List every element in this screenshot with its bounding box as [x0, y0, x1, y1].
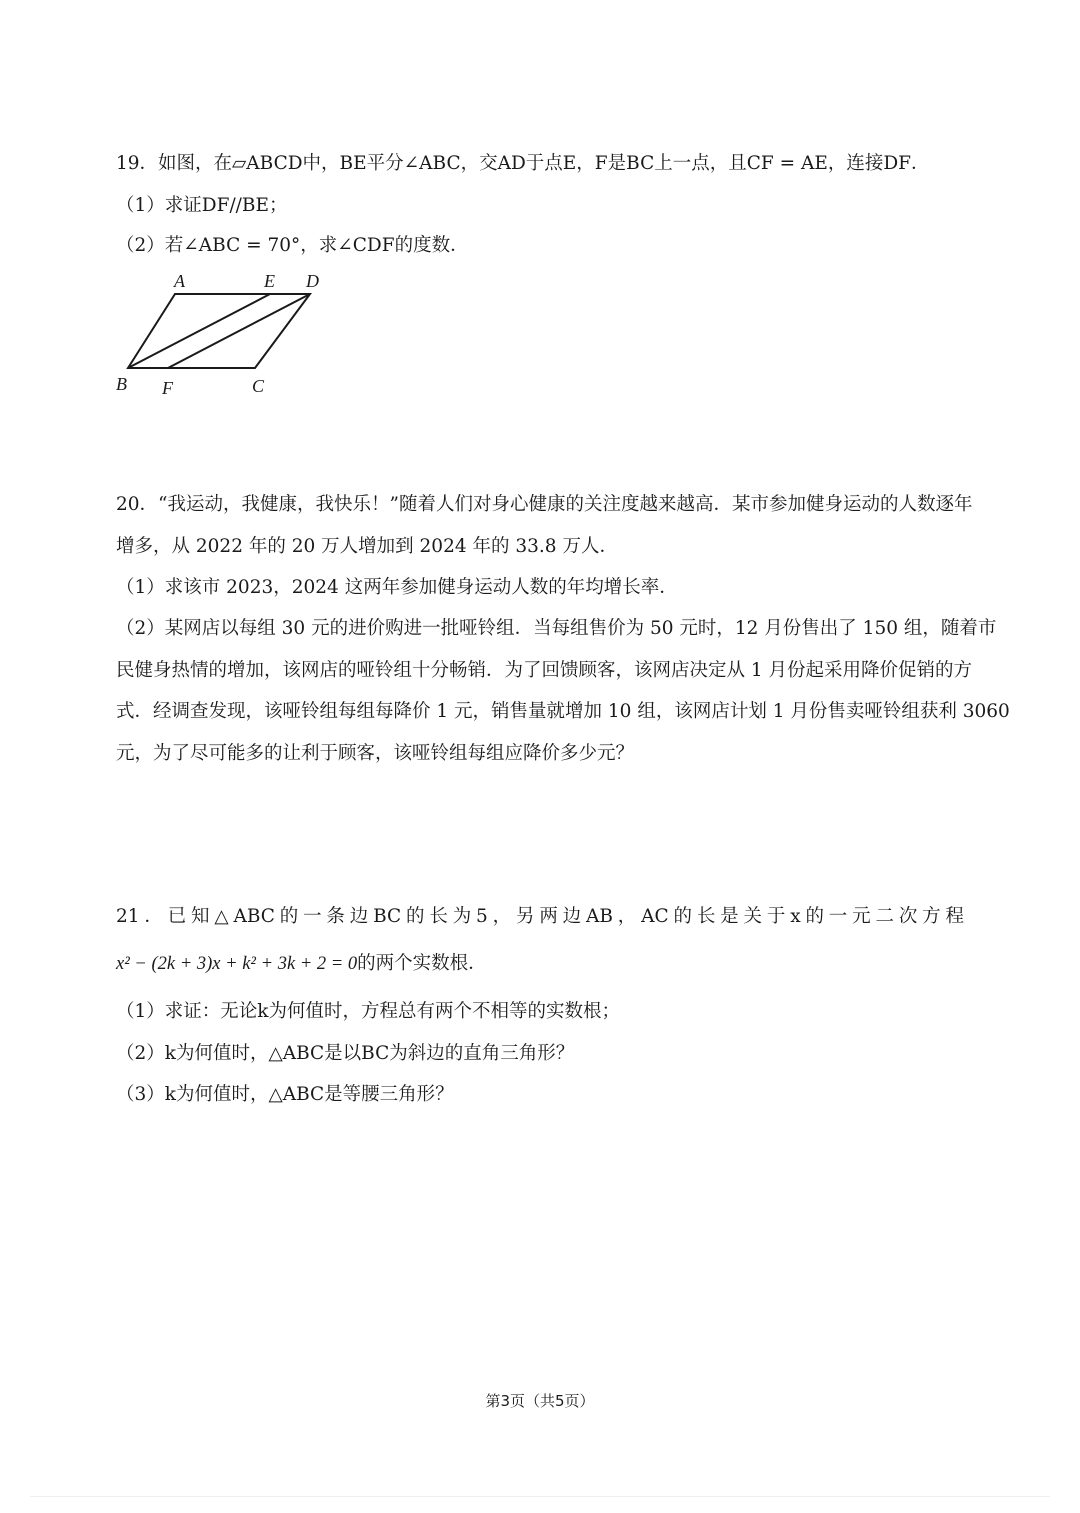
label-b: B — [116, 374, 127, 394]
q21-part2: （2）k为何值时，△ABC是以BC为斜边的直角三角形？ — [116, 1043, 575, 1064]
parallelogram-diagram — [110, 270, 330, 400]
page-number: 第3页（共5页） — [485, 1392, 595, 1410]
bottom-divider — [30, 1496, 1050, 1497]
q21-part3: （3）k为何值时，△ABC是等腰三角形？ — [116, 1084, 454, 1105]
label-c: C — [252, 376, 265, 396]
q20-part1: （1）求该市 2023，2024 这两年参加健身运动人数的年均增长率． — [116, 577, 678, 598]
parallelogram-abcd — [128, 294, 310, 368]
segment-be — [128, 294, 270, 368]
q19-part1: （1）求证DF//BE； — [116, 195, 288, 216]
q20-stem-line1: 20．“我运动，我健康，我快乐！”随着人们对身心健康的关注度越来越高．某市参加健身运动的人数逐年 — [116, 494, 973, 515]
q21-stem-line2 — [116, 952, 487, 976]
q20-part2-line3: 式．经调查发现，该哑铃组每组每降价 1 元，销售量就增加 10 组，该网店计划 1 月份售卖哑铃组获利 3060 — [116, 701, 1010, 722]
q21-stem-line1: 21．已知△ABC的一条边BC的长为5，另两边AB，AC的长是关于x的一元二次方程 — [116, 906, 964, 927]
q21-part1: （1）求证：无论k为何值时，方程总有两个不相等的实数根； — [116, 1001, 620, 1022]
q21-stem-suffix: 的两个实数根． — [357, 953, 487, 974]
q20-part2-line4: 元，为了尽可能多的让利于顾客，该哑铃组每组应降价多少元？ — [116, 743, 635, 764]
parallelogram-figure — [110, 270, 330, 400]
q20-stem-line2: 增多，从 2022 年的 20 万人增加到 2024 年的 33.8 万人． — [116, 536, 618, 557]
q20-part2-line2: 民健身热情的增加，该网店的哑铃组十分畅销．为了回馈顾客，该网店决定从 1 月份起采用降价促销的方 — [116, 660, 973, 681]
label-a: A — [174, 271, 185, 291]
label-e: E — [264, 271, 275, 291]
label-f: F — [162, 378, 173, 398]
q19-part2: （2）若∠ABC = 70°，求∠CDF的度数． — [116, 235, 469, 256]
q20-part2-line1: （2）某网店以每组 30 元的进价购进一批哑铃组．当每组售价为 50 元时，12 月份售出了 150 组，随着市 — [116, 618, 997, 639]
segment-df — [168, 294, 310, 368]
q21-equation: x² − (2k + 3)x + k² + 3k + 2 = 0 — [116, 954, 358, 974]
q19-stem: 19．如图，在▱ABCD中，BE平分∠ABC，交AD于点E，F是BC上一点，且CF = AE，连接DF． — [116, 153, 930, 174]
label-d: D — [306, 271, 319, 291]
